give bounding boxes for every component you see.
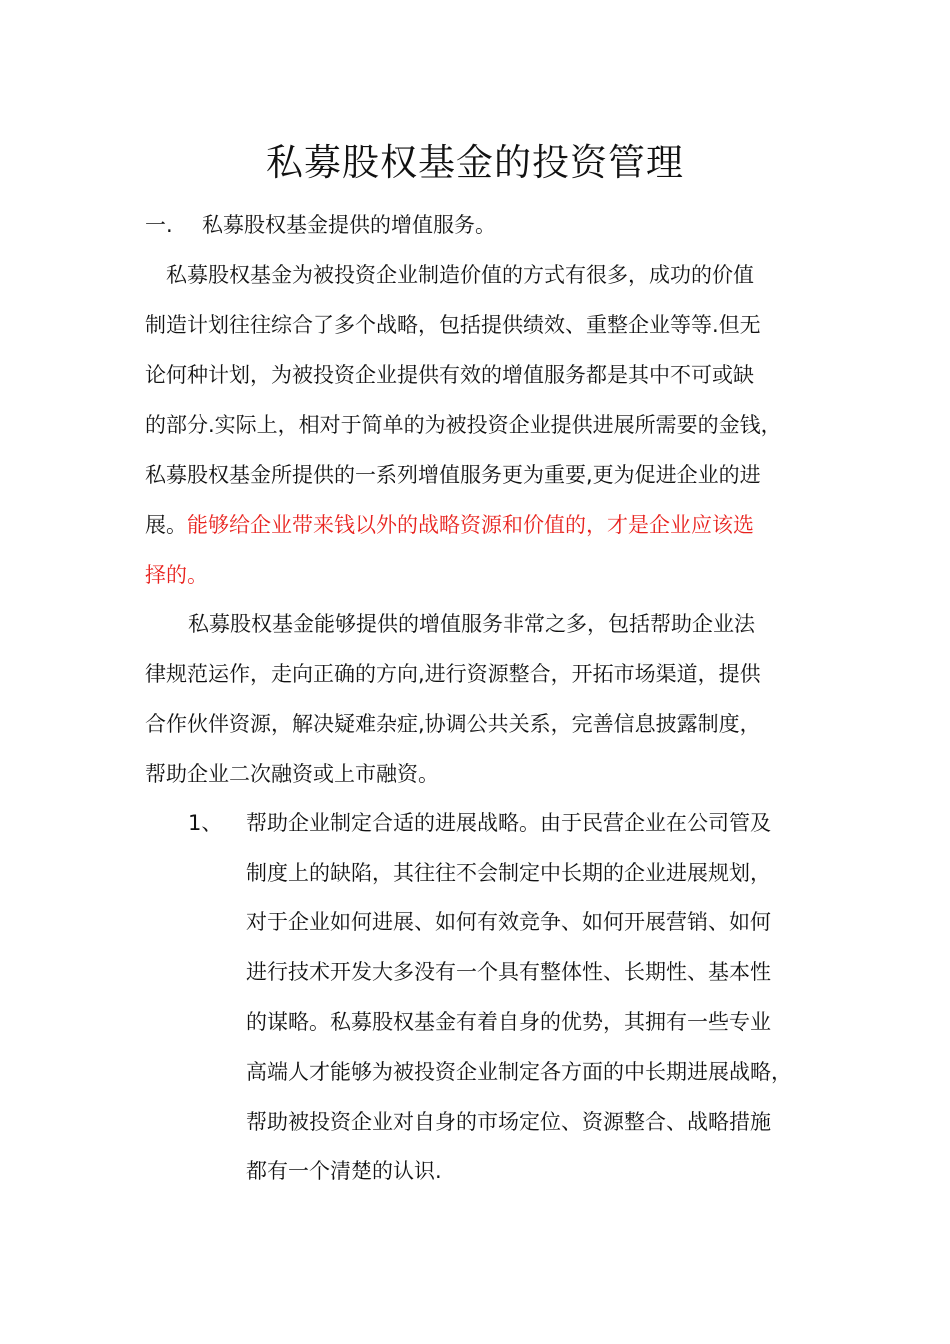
item1-line: 制度上的缺陷，其往往不会制定中长期的企业进展规划，	[246, 861, 771, 885]
section-heading-text: 私募股权基金提供的增值服务。	[202, 213, 496, 237]
highlighted-text: 能够给企业带来钱以外的战略资源和价值的，才是企业应该选	[187, 513, 754, 537]
para1-line: 的部分.实际上，相对于简单的为被投资企业提供进展所需要的金钱，	[145, 413, 782, 437]
highlighted-text: 择的。	[145, 563, 208, 587]
list-item-number: 1、	[188, 811, 223, 835]
para1-line: 制造计划往往综合了多个战略，包括提供绩效、重整企业等等.但无	[145, 313, 761, 337]
para1-line6-text: 展。	[145, 513, 187, 537]
item1-line: 高端人才能够为被投资企业制定各方面的中长期进展战略，	[246, 1060, 792, 1084]
section-number: 一.	[145, 213, 173, 237]
para1-line: 论何种计划，为被投资企业提供有效的增值服务都是其中不可或缺	[145, 363, 754, 387]
para1-line: 私募股权基金所提供的一系列增值服务更为重要,更为促进企业的进	[145, 463, 761, 487]
para2-line: 帮助企业二次融资或上市融资。	[145, 762, 439, 786]
item1-line: 都有一个清楚的认识.	[246, 1159, 442, 1183]
para2-line: 律规范运作，走向正确的方向,进行资源整合，开拓市场渠道，提供	[145, 662, 761, 686]
item1-line: 的谋略。私募股权基金有着自身的优势，其拥有一些专业	[246, 1010, 771, 1034]
para2-line: 合作伙伴资源，解决疑难杂症,协调公共关系，完善信息披露制度，	[145, 712, 761, 736]
para1-line: 私募股权基金为被投资企业制造价值的方式有很多，成功的价值	[166, 263, 754, 287]
item1-line: 对于企业如何进展、如何有效竞争、如何开展营销、如何	[246, 910, 771, 934]
item1-line: 帮助企业制定合适的进展战略。由于民营企业在公司管及	[246, 811, 771, 835]
para2-line: 私募股权基金能够提供的增值服务非常之多，包括帮助企业法	[188, 612, 755, 636]
section-heading	[145, 208, 496, 242]
document-title: 私募股权基金的投资管理	[266, 141, 684, 184]
item1-line: 帮助被投资企业对自身的市场定位、资源整合、战略措施	[246, 1110, 771, 1134]
item1-line: 进行技术开发大多没有一个具有整体性、长期性、基本性	[246, 960, 771, 984]
para1-line	[145, 508, 754, 542]
